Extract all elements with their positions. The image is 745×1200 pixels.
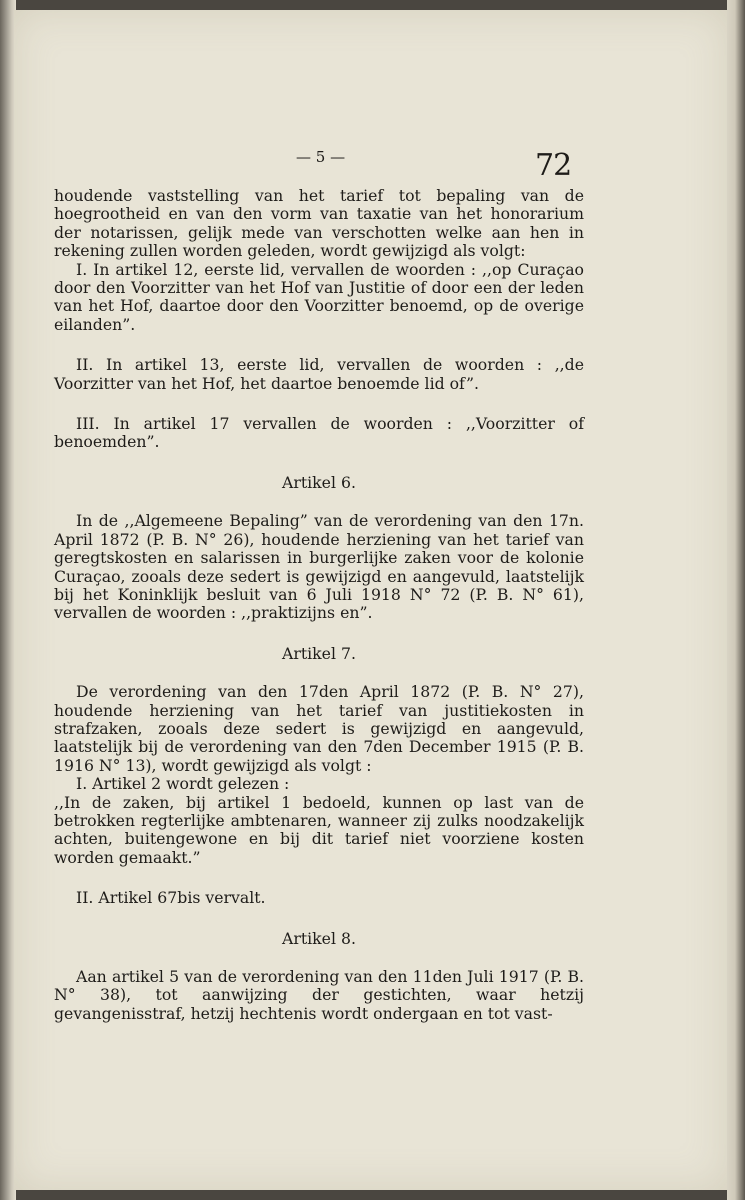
paragraph-item-2: II. In artikel 13, eerste lid, vervallen de woorden : ,,de Voorzitter van het Hof, het daartoe benoemde lid of”. xyxy=(54,355,584,393)
paragraph-artikel-7-quote: ,,In de zaken, bij artikel 1 bedoeld, kunnen op last van de betrokken regterlijke ambtenaren, wanneer zij zulks noodzakelijk achten, buitengewone en bij dit tarief niet voorziene kosten worden gemaakt.” xyxy=(54,792,584,867)
heading-artikel-6: Artikel 6. xyxy=(282,472,356,492)
paragraph-artikel-7-item-1: I. Artikel 2 wordt gelezen : xyxy=(76,774,290,794)
paragraph-artikel-6: In de ,,Algemeene Bepaling” van de verordening van den 17n. April 1872 (P. B. N° 26), houdende herziening van het tarief van geregtskosten en salarissen in burgerlijke zaken voor de kolonie Curaçao, zooals deze sedert is gewijzigd en aangevuld, laatstelijk bij het Koninklijk besluit van 6 Juli 1918 N° 72 (P. B. N° 61), vervallen de woorden : ,,praktizijns en”. xyxy=(54,511,584,623)
paragraph-artikel-7-item-2: II. Artikel 67bis vervalt. xyxy=(76,888,266,908)
paragraph-item-1: I. In artikel 12, eerste lid, vervallen de woorden : ,,op Curaçao door den Voorzitter van het Hof van Justitie of door een der leden van het Hof, daartoe door den Voorzitter benoemd, op de overige eilanden”. xyxy=(54,259,584,334)
paragraph-artikel-8: Aan artikel 5 van de verordening van den 11den Juli 1917 (P. B. N° 38), tot aanwijzing der gestichten, waar hetzij gevangenisstraf, hetzij hechtenis wordt ondergaan en tot vast- xyxy=(54,967,584,1023)
heading-artikel-8: Artikel 8. xyxy=(282,928,356,948)
heading-artikel-7: Artikel 7. xyxy=(282,643,356,663)
page-number: — 5 — xyxy=(296,148,346,166)
document-text xyxy=(54,145,584,1023)
paragraph-item-3: III. In artikel 17 vervallen de woorden : ,,Voorzitter of benoemden”. xyxy=(54,414,584,452)
folio-number: 72 xyxy=(535,148,572,183)
paragraph-tarief-notarissen: houdende vaststelling van het tarief tot bepaling van de hoegrootheid en van den vorm van taxatie van het honorarium der notarissen, gelijk mede van verschotten welke aan hen in rekening zullen worden geleden, wordt gewijzigd als volgt: xyxy=(54,186,584,261)
paragraph-artikel-7: De verordening van den 17den April 1872 (P. B. N° 27), houdende herziening van het tarief van justitiekosten in strafzaken, zooals deze sedert is gewijzigd en aangevuld, laatstelijk bij de verordening van den 7den December 1915 (P. B. 1916 N° 13), wordt gewijzigd als volgt : xyxy=(54,682,584,775)
page-edge xyxy=(727,0,745,1200)
